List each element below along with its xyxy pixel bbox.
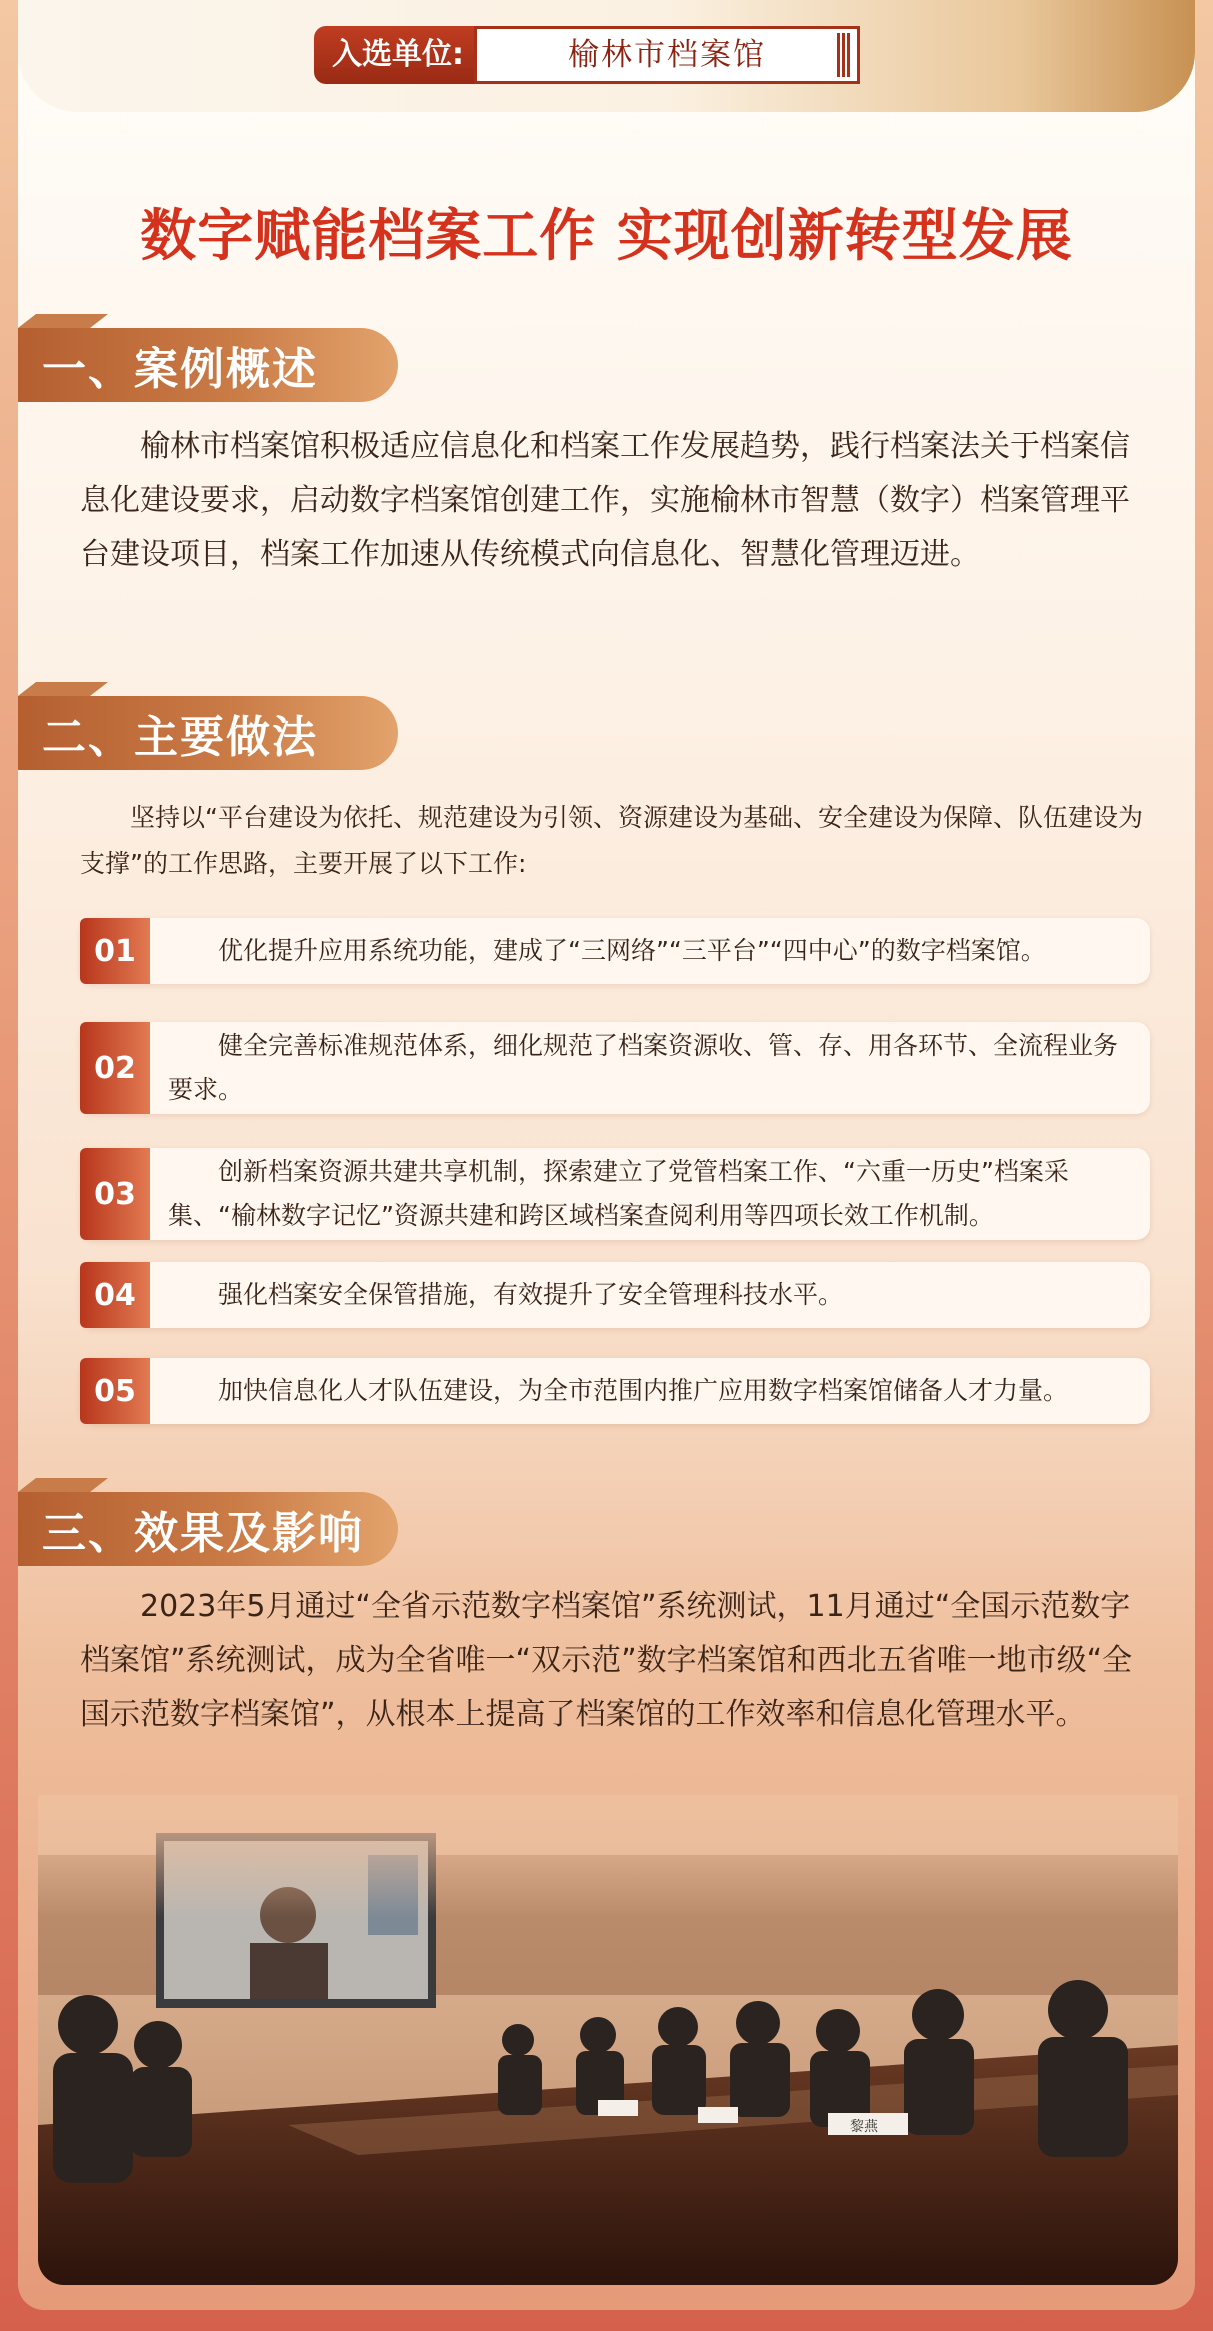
item-number: 05 — [80, 1358, 150, 1424]
practice-item — [80, 918, 1150, 984]
item-number: 03 — [80, 1148, 150, 1240]
effects-text: 2023年5月通过“全省示范数字档案馆”系统测试，11月通过“全国示范数字档案馆”系统测试，成为全省唯一“双示范”数字档案馆和西北五省唯一地市级“全国示范数字档案馆”，从根本上提高了档案馆的工作效率和信息化管理水平。 — [80, 1589, 1133, 1732]
practice-item — [80, 1022, 1150, 1114]
unit-value: 榆林市档案馆 — [474, 26, 860, 84]
practice-item — [80, 1148, 1150, 1240]
overview-text: 榆林市档案馆积极适应信息化和档案工作发展趋势，践行档案法关于档案信息化建设要求，启动数字档案馆创建工作，实施榆林市智慧（数字）档案管理平台建设项目，档案工作加速从传统模式向信息化、智慧化管理迈进。 — [80, 429, 1130, 572]
practices-intro: 坚持以“平台建设为依托、规范建设为引领、资源建设为基础、安全建设为保障、队伍建设为支撑”的工作思路，主要开展了以下工作: — [80, 803, 1143, 878]
item-number: 04 — [80, 1262, 150, 1328]
item-text: 强化档案安全保管措施，有效提升了安全管理科技水平。 — [218, 1280, 844, 1309]
practice-item — [80, 1262, 1150, 1328]
section-heading-effects: 三、效果及影响 — [18, 1492, 398, 1566]
meeting-photo-illustration — [38, 1795, 1178, 2285]
item-number: 02 — [80, 1022, 150, 1114]
item-text: 健全完善标准规范体系，细化规范了档案资源收、管、存、用各环节、全流程业务要求。 — [168, 1031, 1119, 1104]
unit-label: 入选单位: — [314, 26, 474, 84]
item-text: 创新档案资源共建共享机制，探索建立了党管档案工作、“六重一历史”档案采集、“榆林数字记忆”资源共建和跨区域档案查阅利用等四项长效工作机制。 — [168, 1157, 1069, 1230]
meeting-photo — [38, 1795, 1178, 2285]
item-text: 优化提升应用系统功能，建成了“三网络”“三平台”“四中心”的数字档案馆。 — [218, 936, 1046, 965]
section-heading-overview: 一、案例概述 — [18, 328, 398, 402]
item-number: 01 — [80, 918, 150, 984]
poster-frame — [18, 0, 1195, 2310]
item-text: 加快信息化人才队伍建设，为全市范围内推广应用数字档案馆储备人才力量。 — [218, 1376, 1069, 1405]
page-title: 数字赋能档案工作 实现创新转型发展 — [140, 204, 1073, 269]
unit-banner — [314, 26, 860, 84]
section-heading-practices: 二、主要做法 — [18, 696, 398, 770]
practice-item — [80, 1358, 1150, 1424]
